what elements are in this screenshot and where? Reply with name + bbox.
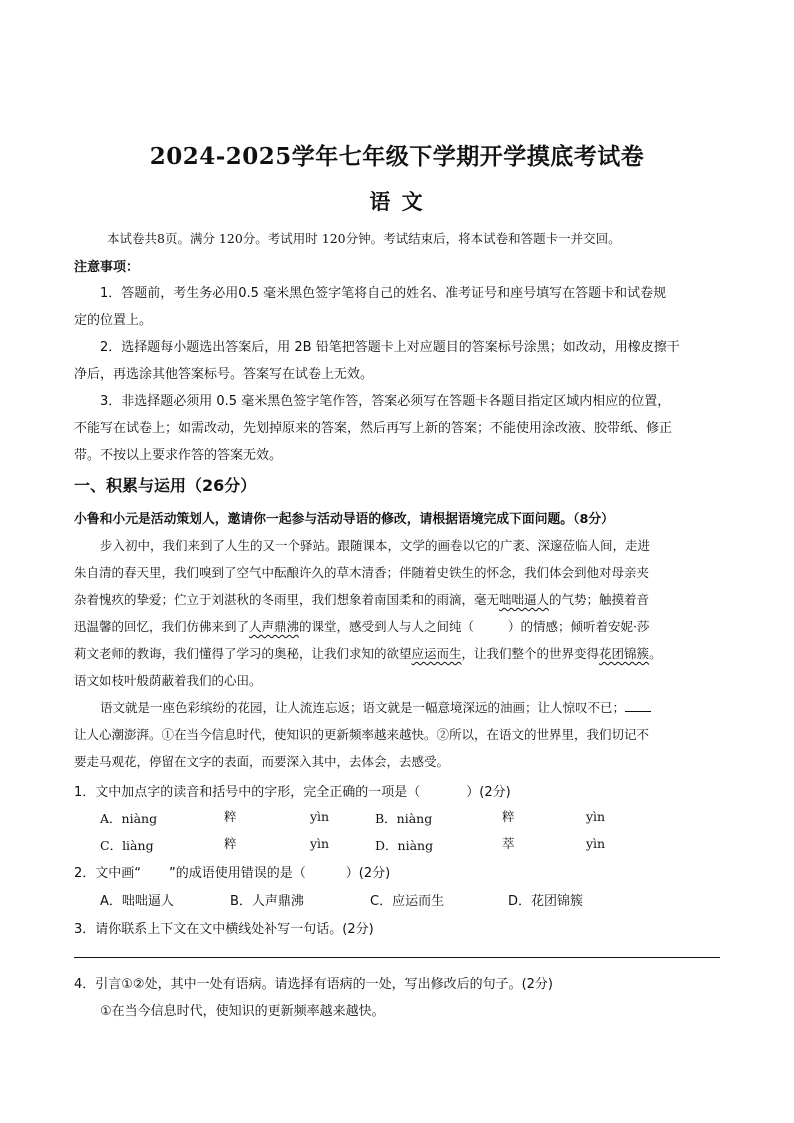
passage-line: [100, 698, 651, 716]
passage-line: 语文如枝叶般荫蔽着我们的心田。: [74, 673, 262, 688]
notice-line: 2．选择题每小题选出答案后，用 2B 铅笔把答题卡上对应题目的答案标号涂黑；如改动，用橡皮擦干: [100, 340, 680, 355]
idiom-underlined: 应运而生: [411, 646, 462, 661]
q1-option-a-label: A．niàng: [100, 811, 158, 826]
q2-option-c: C．应运而生: [370, 894, 445, 909]
q1-option-a-char: 粹: [224, 809, 237, 824]
q2-option-b: B．人声鼎沸: [230, 894, 304, 909]
q1-option-b-pinyin: yìn: [586, 809, 606, 824]
passage-line: 让人心潮澎湃。①在当今信息时代，使知识的更新频率越来越快。②所以，在语文的世界里，我们切记不: [74, 727, 650, 742]
passage-line: [74, 617, 650, 635]
q1-option-d-char: 萃: [502, 836, 515, 851]
question-4-quote: ①在当今信息时代，使知识的更新频率越来越快。: [100, 1004, 385, 1019]
passage-text: 的课堂，感受到人与人之间纯（: [299, 619, 475, 634]
question-text: ）(2分): [345, 866, 391, 881]
fill-blank-line: [625, 701, 651, 712]
section-intro: 小鲁和小元是活动策划人，邀请你一起参与活动导语的修改，请根据语境完成下面问题。（8分）: [74, 512, 614, 527]
section-heading: 一、积累与运用（26分）: [74, 476, 257, 495]
q1-option-b-label: B．niàng: [375, 811, 433, 826]
passage-text: 。: [649, 646, 662, 661]
passage-line: 步入初中，我们来到了人生的又一个驿站。跟随课本，文学的画卷以它的广袤、深邃莅临人间，走进: [100, 538, 651, 553]
question-4-stem: 4．引言①②处，其中一处有语病。请选择有语病的一处，写出修改后的句子。(2分): [74, 977, 553, 992]
q2-option-d: D．花团锦簇: [508, 894, 584, 909]
q1-option-d-pinyin: yìn: [586, 836, 606, 851]
idiom-underlined: 花团锦簇: [599, 646, 650, 661]
notice-line: 3．非选择题必须用 0.5 毫米黑色签字笔作答，答案必须写在答题卡各题目指定区域内相应的位置，: [100, 394, 671, 409]
notice-line: 不能写在试卷上；如需改动，先划掉原来的答案，然后再写上新的答案；不能使用涂改液、胶带纸、修正: [74, 421, 673, 436]
idiom-underlined: 咄咄逼人: [499, 592, 550, 607]
q1-option-c-pinyin: yìn: [310, 836, 330, 851]
q1-option-c-char: 粹: [224, 836, 237, 851]
question-text: ）(2分): [466, 785, 511, 800]
answer-line: [74, 957, 720, 958]
passage-text: 莉文老师的教诲，我们懂得了学习的奥秘，让我们求知的欲望: [74, 646, 412, 661]
idiom-underlined: 人声鼎沸: [249, 619, 300, 634]
notice-heading: 注意事项：: [74, 260, 140, 275]
passage-text: ，让我们整个的世界变得: [461, 646, 600, 661]
exam-title: 2024-2025学年七年级下学期开学摸底考试卷: [149, 143, 645, 170]
question-text: 2．文中画“: [74, 866, 142, 881]
notice-line: 定的位置上。: [74, 313, 153, 328]
wavy-mark: [141, 866, 169, 881]
question-2-stem: [74, 862, 390, 881]
notice-line: 净后，再选涂其他答案标号。答案写在试卷上无效。: [74, 367, 374, 382]
q1-option-a-pinyin: yìn: [310, 809, 330, 824]
q1-option-d-label: D．niàng: [375, 838, 434, 853]
passage-text: 语文就是一座色彩缤纷的花园，让人流连忘返；语文就是一幅意境深远的油画；让人惊叹不已；: [100, 700, 626, 715]
passage-line: 要走马观花，停留在文字的表面，而要深入其中，去体会，去感受。: [74, 754, 450, 769]
q2-option-a: A．咄咄逼人: [100, 894, 174, 909]
exam-note: 本试卷共8页。满分 120分。考试用时 120分钟。考试结束后，将本试卷和答题卡一并交回。: [107, 231, 621, 246]
q1-option-c-label: C．liàng: [100, 838, 154, 853]
question-3-stem: 3．请你联系上下文在文中横线处补写一句话。(2分): [74, 922, 374, 937]
passage-text: 杂着愧疚的挚爱；伫立于刘湛秋的冬雨里，我们想象着南国柔和的雨滴，毫无: [74, 592, 500, 607]
notice-line: 1．答题前，考生务必用0.5 毫米黑色签字笔将自己的姓名、准考证号和座号填写在答题卡和试卷规: [100, 286, 667, 301]
passage-text: 的气势；触摸着音: [549, 592, 650, 607]
subject-title: 语 文: [369, 189, 425, 214]
passage-line: [74, 590, 649, 608]
passage-text: ）的情感；倾听着安妮·莎: [508, 619, 650, 634]
notice-line: 带。不按以上要求作答的答案无效。: [74, 448, 283, 463]
question-1-stem: [74, 781, 511, 800]
question-text: ”的成语使用错误的是（: [169, 866, 306, 881]
passage-line: 朱自清的春天里，我们嗅到了空气中酝酿许久的草木清香；伴随着史铁生的怀念，我们体会到他对母亲夹: [74, 565, 650, 580]
question-text: 1．文中加点字的读音和括号中的字形，完全正确的一项是（: [74, 785, 421, 800]
passage-line: [74, 644, 662, 662]
q1-option-b-char: 粹: [502, 809, 515, 824]
passage-text: 迅温馨的回忆，我们仿佛来到了: [74, 619, 250, 634]
